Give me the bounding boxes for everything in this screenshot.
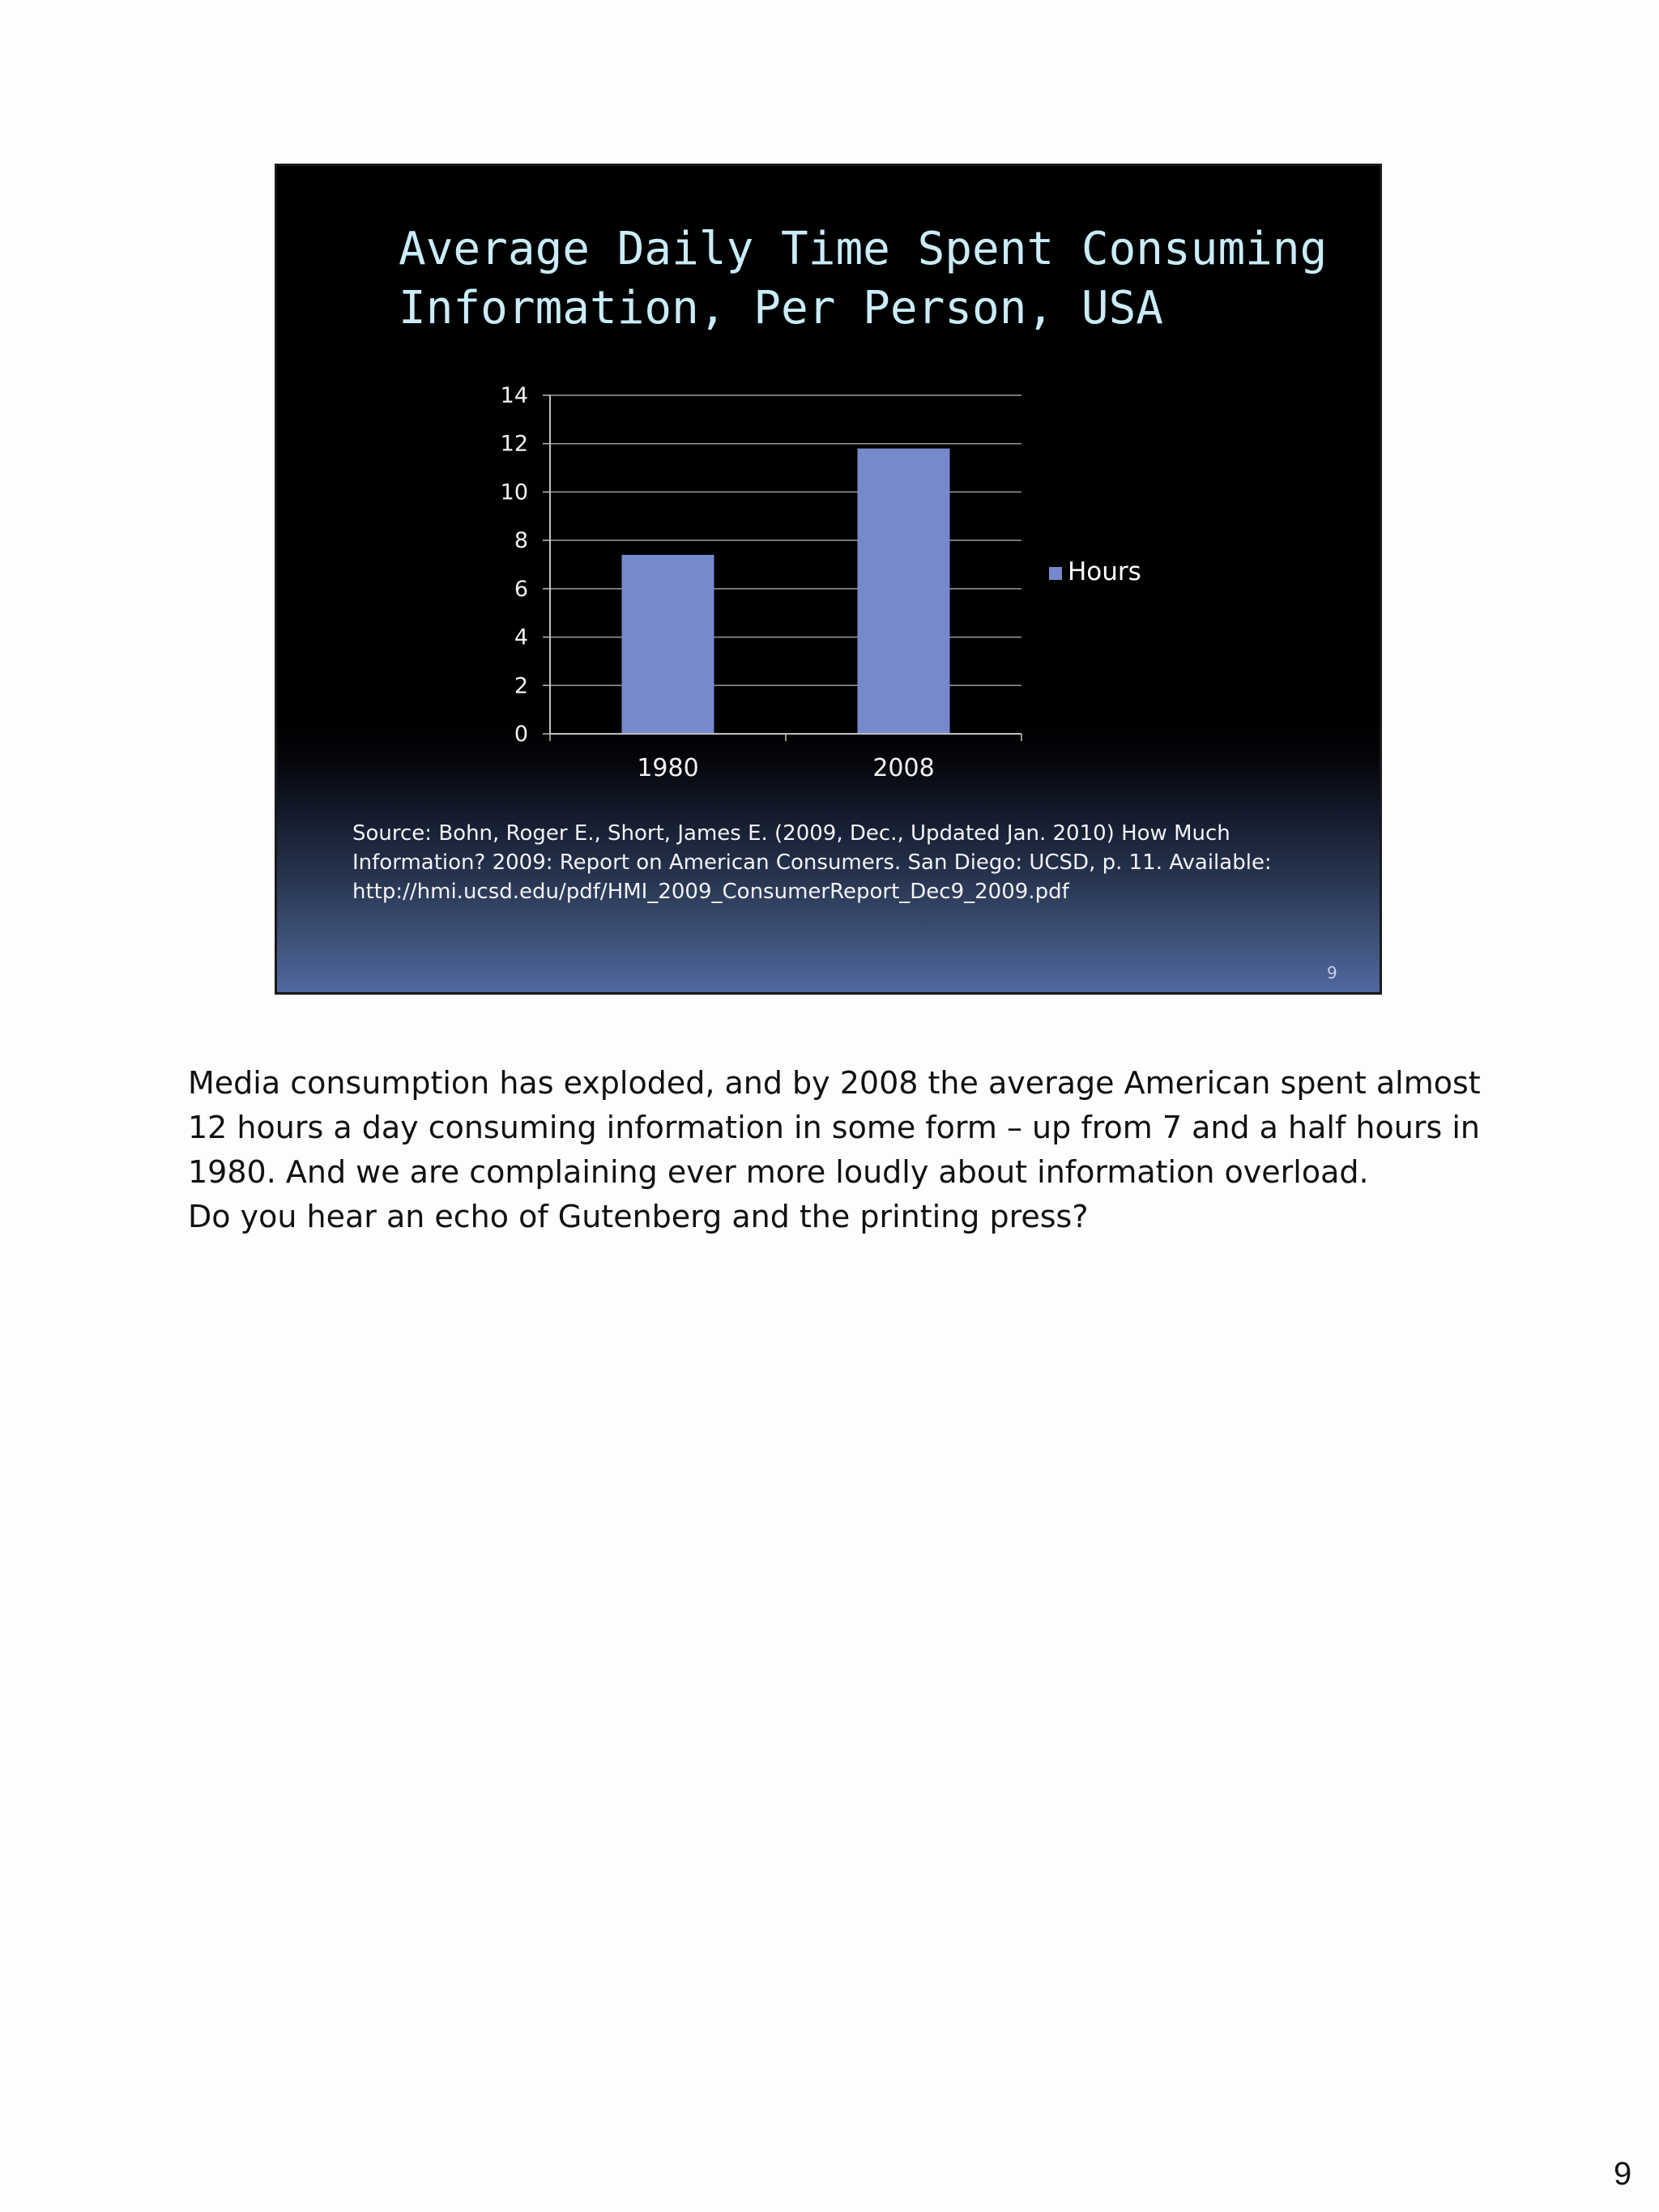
x-tick-label: 1980 (637, 754, 699, 782)
source-citation: Source: Bohn, Roger E., Short, James E. (2009, Dec., Updated Jan. 2010) How Much Information? 2009: Report on American Consumers. San Diego: UCSD, p. 11. Available: http://hmi.ucsd.edu/pdf/HMI_2009_ConsumerReport_Dec9_2009.pdf (352, 821, 1272, 904)
y-tick-label: 6 (514, 576, 528, 602)
speaker-notes: Media consumption has exploded, and by 2008 the average American spent almost 12 hours a day consuming information in some form – up from 7 and a half hours in 1980. And we are complaining ever more loudly about information overload. Do you hear an echo of Gutenberg and the printing press? (188, 1065, 1481, 1234)
bar-2008 (858, 449, 950, 734)
y-tick-label: 14 (500, 383, 528, 408)
slide-title: Average Daily Time Spent Consuming Information, Per Person, USA (399, 223, 1328, 335)
x-tick-label: 2008 (872, 754, 935, 782)
slide (275, 164, 1382, 995)
legend-swatch (1049, 567, 1062, 580)
y-tick-label: 0 (514, 722, 528, 747)
y-tick-label: 12 (500, 431, 528, 457)
page-number: 9 (1614, 2156, 1632, 2192)
legend-label: Hours (1068, 557, 1141, 586)
y-tick-label: 2 (514, 673, 528, 699)
y-tick-label: 8 (514, 528, 528, 554)
y-tick-label: 4 (514, 624, 528, 650)
bar-1980 (622, 555, 714, 734)
y-tick-label: 10 (500, 479, 528, 505)
slide-number: 9 (1327, 963, 1337, 982)
